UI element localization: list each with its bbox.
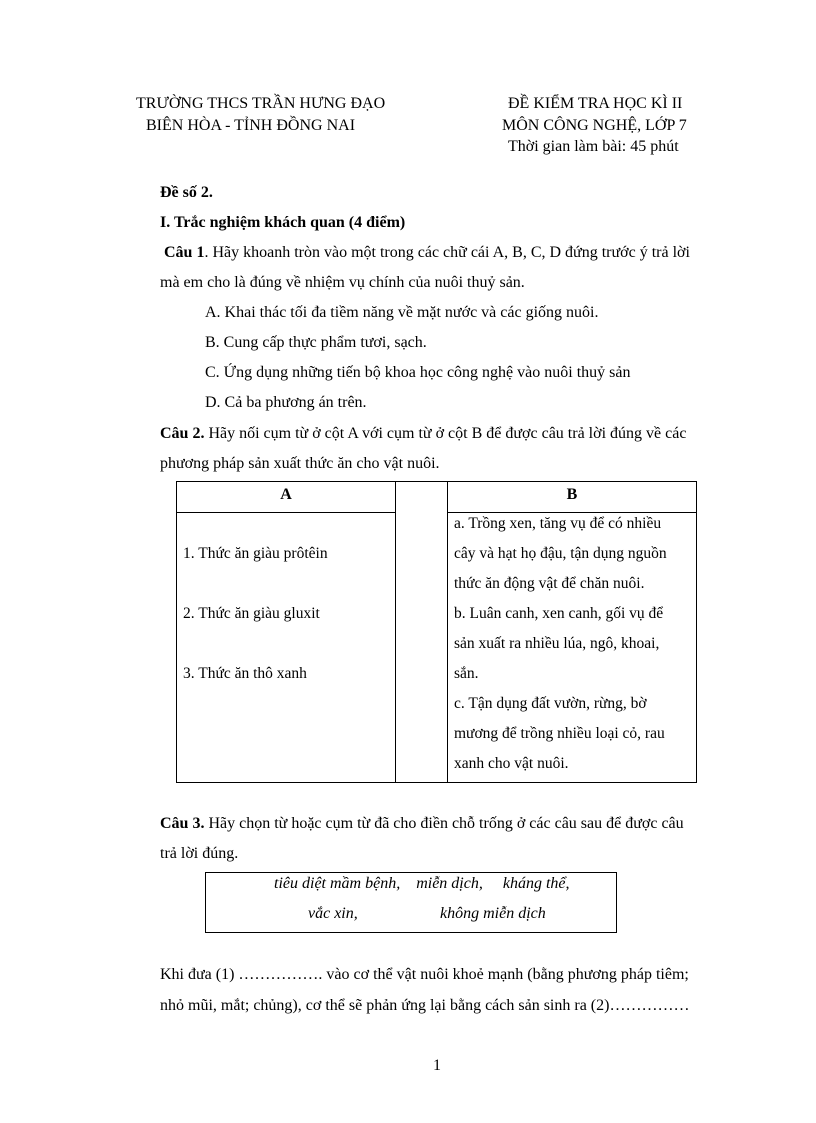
exam-subject: MÔN CÔNG NGHỆ, LỚP 7 [502,117,687,134]
question-1-text-cont: mà em cho là đúng về nhiệm vụ chính của nuôi thuỷ sản. [160,274,525,291]
question-1-option-b: B. Cung cấp thực phẩm tươi, sạch. [205,334,427,351]
column-b-line: sắn. [454,665,479,682]
word-bank-vaccine: vắc xin, [308,905,358,922]
question-3-text: Hãy chọn từ hoặc cụm từ đã cho điền chỗ trống ở các câu sau để được câu [204,815,684,832]
column-b-line: c. Tận dụng đất vườn, rừng, bờ [454,695,647,712]
column-b-line: thức ăn động vật để chăn nuôi. [454,575,645,592]
school-name: TRƯỜNG THCS TRẦN HƯNG ĐẠO [136,95,386,112]
question-2 [160,425,686,443]
column-b [448,513,697,783]
question-2-text-cont: phương pháp sản xuất thức ăn cho vật nuôi. [160,455,440,472]
question-1-label: Câu 1 [164,244,205,261]
word-bank-non-immune: không miễn dịch [440,905,546,922]
question-3-text-cont: trả lời đúng. [160,845,239,862]
question-2-text: Hãy nối cụm từ ở cột A với cụm từ ở cột B để được câu trả lời đúng về các [204,425,687,442]
column-b-line: b. Luân canh, xen canh, gối vụ để [454,605,664,622]
fill-in-paragraph-line-2: nhỏ mũi, mắt; chủng), cơ thể sẽ phản ứng lại bằng cách sản sinh ra (2)…………… [160,997,690,1014]
question-2-label: Câu 2. [160,425,205,442]
column-a [177,513,396,783]
exam-version: Đề số 2. [160,184,213,201]
column-a-item: 3. Thức ăn thô xanh [183,665,307,682]
column-b-line: sản xuất ra nhiều lúa, ngô, khoai, [454,635,660,652]
column-a-item: 1. Thức ăn giàu prôtêin [183,545,328,562]
question-3-label: Câu 3. [160,815,205,832]
word-bank-row-1: tiêu diệt mầm bệnh, miễn dịch, kháng thể, [274,875,570,892]
question-1-option-c: C. Ứng dụng những tiến bộ khoa học công nghệ vào nuôi thuỷ sản [205,364,631,381]
column-a-header: A [177,482,396,513]
question-1-text: . Hãy khoanh tròn vào một trong các chữ cái A, B, C, D đứng trước ý trả lời [204,244,690,261]
exam-title: ĐỀ KIỂM TRA HỌC KÌ II [508,95,683,112]
match-column [396,482,448,783]
page-number: 1 [433,1057,441,1074]
column-b-line: a. Trồng xen, tăng vụ để có nhiều [454,515,662,532]
question-1 [164,244,690,262]
question-1-option-a: A. Khai thác tối đa tiềm năng về mặt nước và các giống nuôi. [205,304,599,321]
school-location: BIÊN HÒA - TỈNH ĐỒNG NAI [146,117,356,134]
question-3 [160,815,684,833]
column-b-line: xanh cho vật nuôi. [454,755,569,772]
fill-in-paragraph-line-1: Khi đưa (1) ……………. vào cơ thể vật nuôi khoẻ mạnh (bằng phương pháp tiêm; [160,966,689,983]
section-title: I. Trắc nghiệm khách quan (4 điểm) [160,214,406,231]
question-1-option-d: D. Cả ba phương án trên. [205,394,367,411]
exam-duration: Thời gian làm bài: 45 phút [508,138,679,155]
column-a-item: 2. Thức ăn giàu gluxit [183,605,320,622]
matching-table [176,481,697,783]
word-bank-box [205,872,617,933]
column-b-header: B [448,482,697,513]
column-b-line: mương để trồng nhiều loại cỏ, rau [454,725,665,742]
column-b-line: cây và hạt họ đậu, tận dụng nguồn [454,545,667,562]
